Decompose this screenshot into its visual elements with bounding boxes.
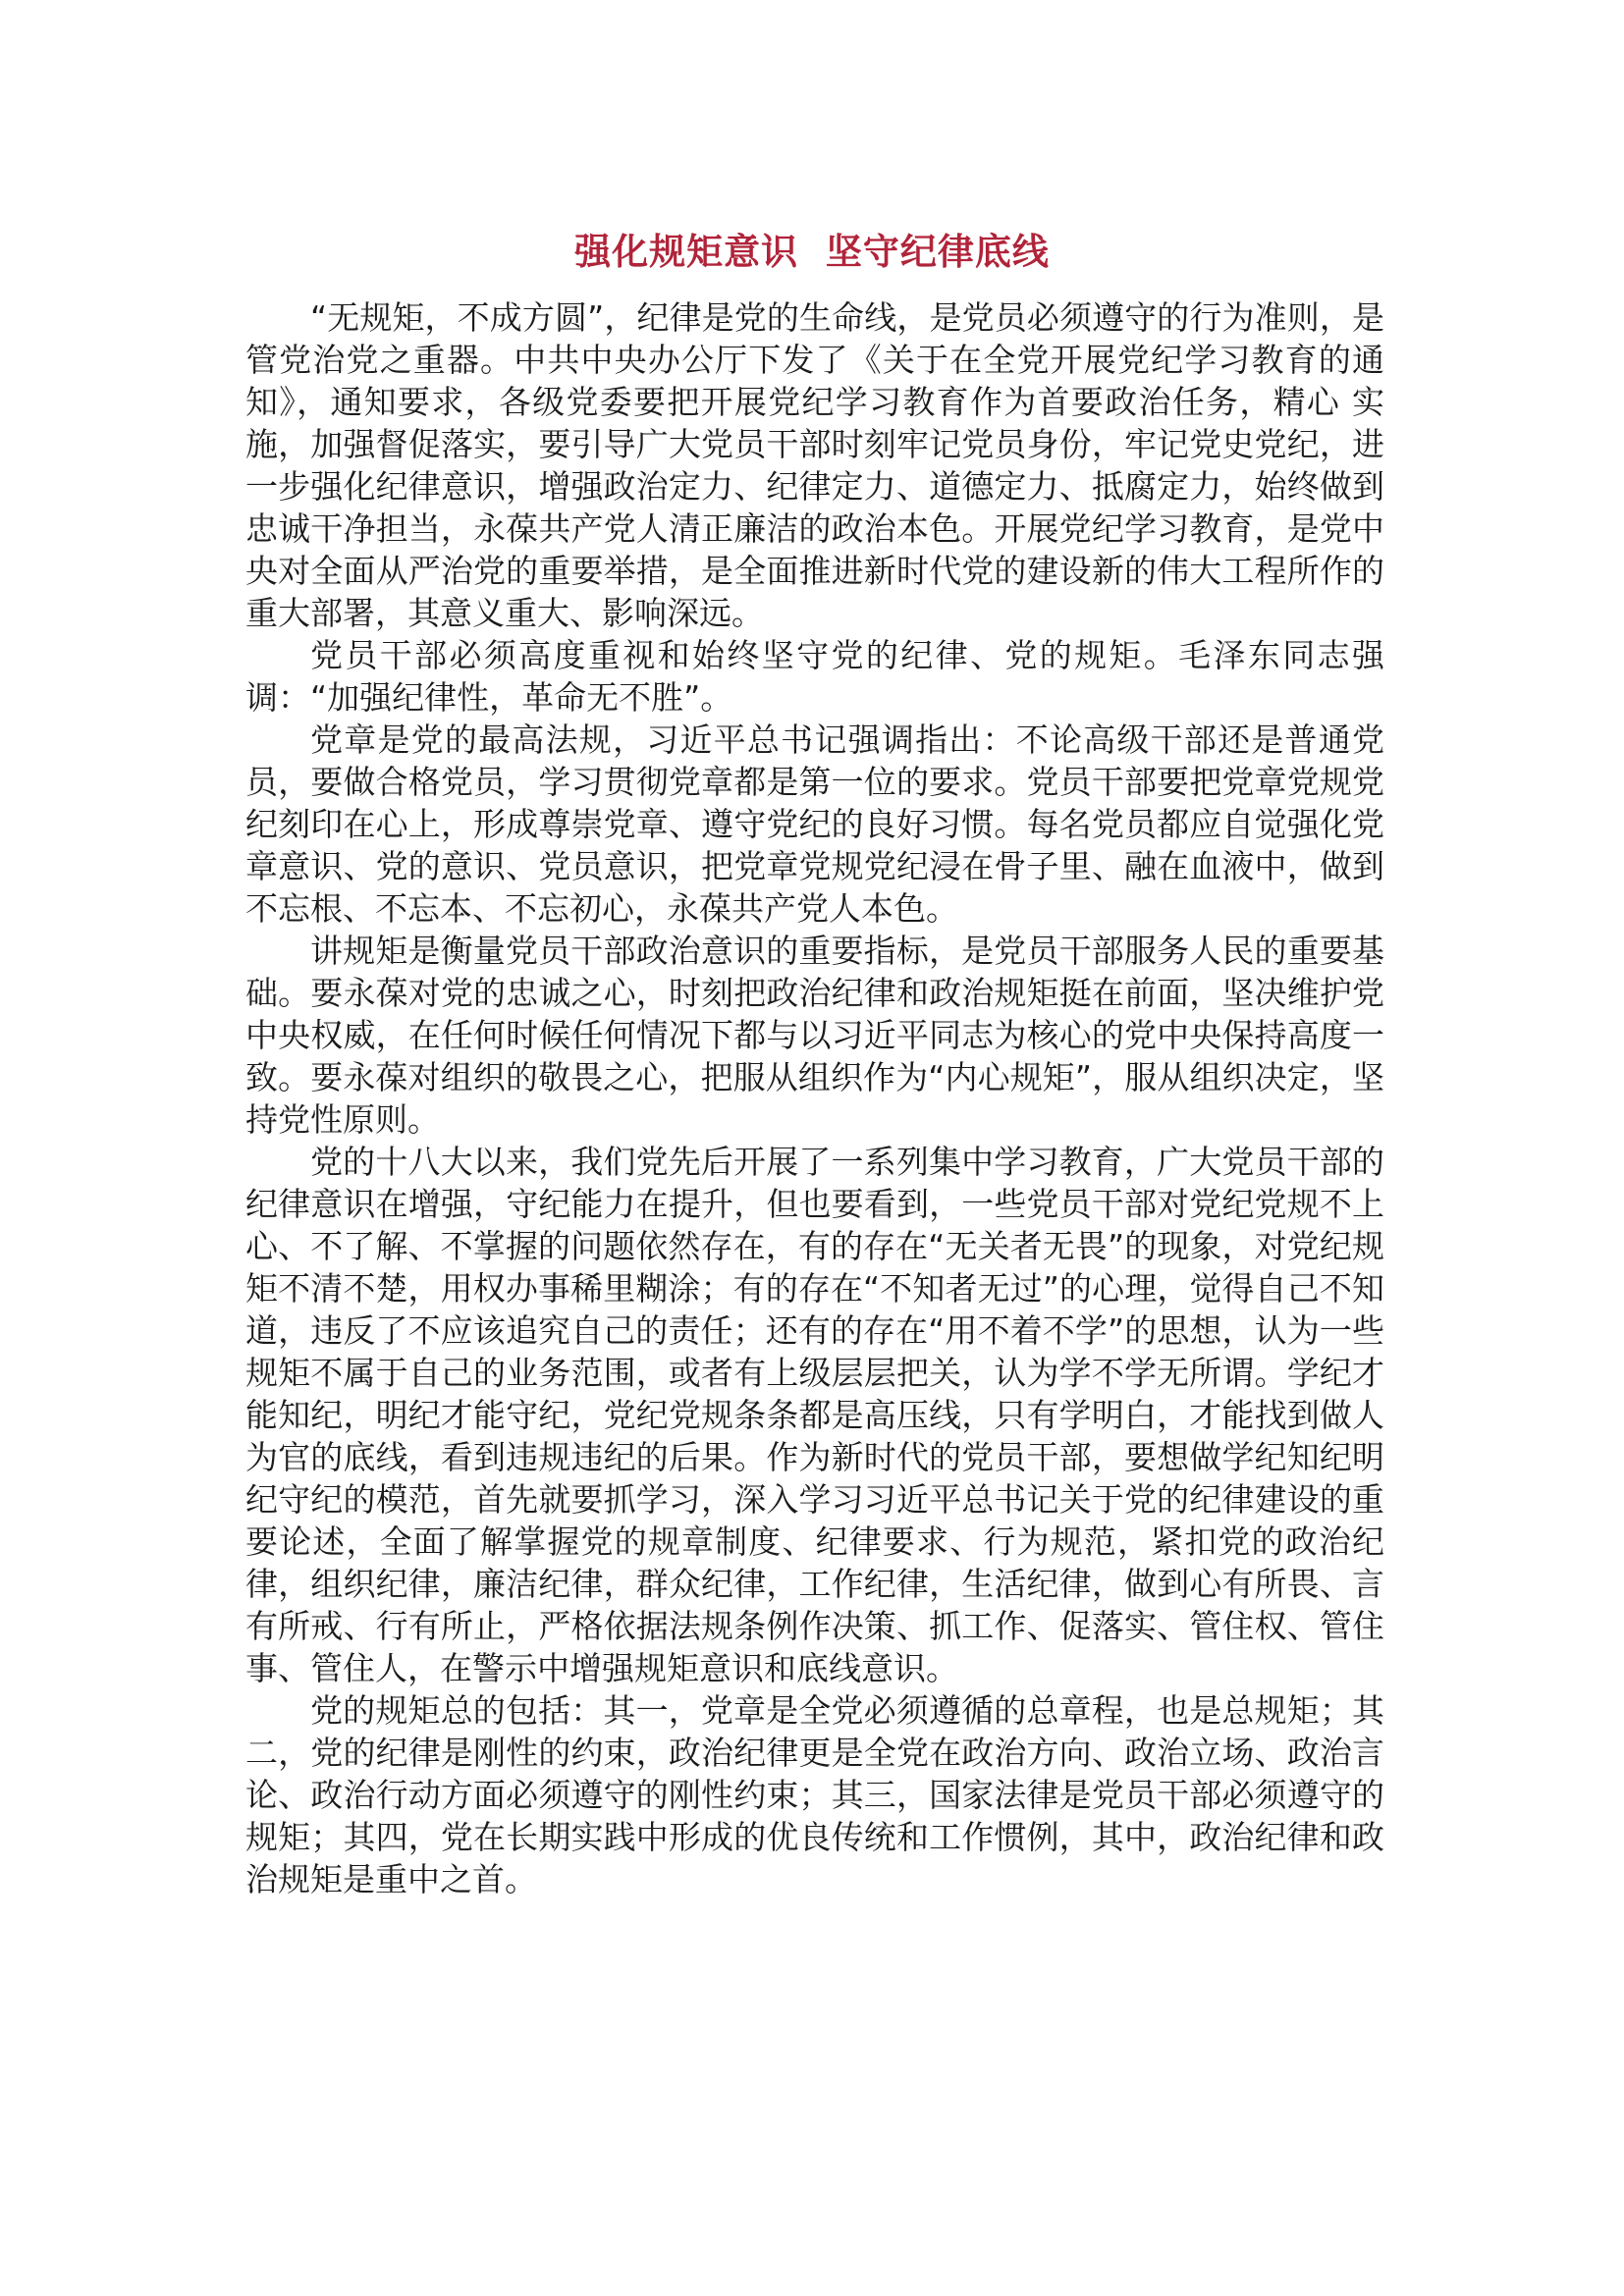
paragraph: 党章是党的最高法规，习近平总书记强调指出：不论高级干部还是普通党员，要做合格党员，学习贯彻党章都是第一位的要求。党员干部要把党章党规党纪刻印在心上，形成尊崇党章、遵守党纪的良好习惯。每名党员都应自觉强化党章意识、党的意识、党员意识，把党章党规党纪浸在骨子里、融在血液中，做到不忘根、不忘本、不忘初心，永葆共产党人本色。 [245, 721, 1384, 928]
document-body [245, 296, 1384, 1900]
paragraph: 党员干部必须高度重视和始终坚守党的纪律、党的规矩。毛泽东同志强调：“加强纪律性，革命无不胜”。 [245, 636, 1384, 717]
paragraph: 党的十八大以来，我们党先后开展了一系列集中学习教育，广大党员干部的纪律意识在增强，守纪能力在提升，但也要看到，一些党员干部对党纪党规不上心、不了解、不掌握的问题依然存在，有的存在“无关者无畏”的现象，对党纪规矩不清不楚，用权办事稀里糊涂；有的存在“不知者无过”的心理，觉得自己不知道，违反了不应该追究自己的责任；还有的存在“用不着不学”的思想，认为一些规矩不属于自己的业务范围，或者有上级层层把关，认为学不学无所谓。学纪才能知纪，明纪才能守纪，党纪党规条条都是高压线，只有学明白，才能找到做人为官的底线，看到违规违纪的后果。作为新时代的党员干部，要想做学纪知纪明纪守纪的模范，首先就要抓学习，深入学习习近平总书记关于党的纪律建设的重要论述，全面了解掌握党的规章制度、纪律要求、行为规范，紧扣党的政治纪律，组织纪律，廉洁纪律，群众纪律，工作纪律，生活纪律，做到心有所畏、言有所戒、行有所止，严格依据法规条例作决策、抓工作、促落实、管住权、管住事、管住人，在警示中增强规矩意识和底线意识。 [245, 1143, 1384, 1687]
paragraph: 讲规矩是衡量党员干部政治意识的重要指标，是党员干部服务人民的重要基础。要永葆对党的忠诚之心，时刻把政治纪律和政治规矩挺在前面，坚决维护党中央权威，在任何时候任何情况下都与以习近平同志为核心的党中央保持高度一致。要永葆对组织的敬畏之心，把服从组织作为“内心规矩”，服从组织决定，坚持党性原则。 [245, 932, 1384, 1139]
paragraph: 党的规矩总的包括：其一，党章是全党必须遵循的总章程，也是总规矩；其二，党的纪律是刚性的约束，政治纪律更是全党在政治方向、政治立场、政治言论、政治行动方面必须遵守的刚性约束；其三，国家法律是党员干部必须遵守的规矩；其四，党在长期实践中形成的优良传统和工作惯例，其中，政治纪律和政治规矩是重中之首。 [245, 1691, 1384, 1898]
paragraph: “无规矩，不成方圆”，纪律是党的生命线，是党员必须遵守的行为准则，是管党治党之重器。中共中央办公厅下发了《关于在全党开展党纪学习教育的通知》，通知要求，各级党委要把开展党纪学习教育作为首要政治任务，精心 实施，加强督促落实，要引导广大党员干部时刻牢记党员身份，牢记党史党纪，进一步强化纪律意识，增强政治定力、纪律定力、道德定力、抵腐定力，始终做到忠诚干净担当，永葆共产党人清正廉洁的政治本色。开展党纪学习教育，是党中央对全面从严治党的重要举措，是全面推进新时代党的建设新的伟大工程所作的重大部署，其意义重大、影响深远。 [245, 298, 1384, 632]
page-title: 强化规矩意识 坚守纪律底线 [574, 231, 1050, 273]
